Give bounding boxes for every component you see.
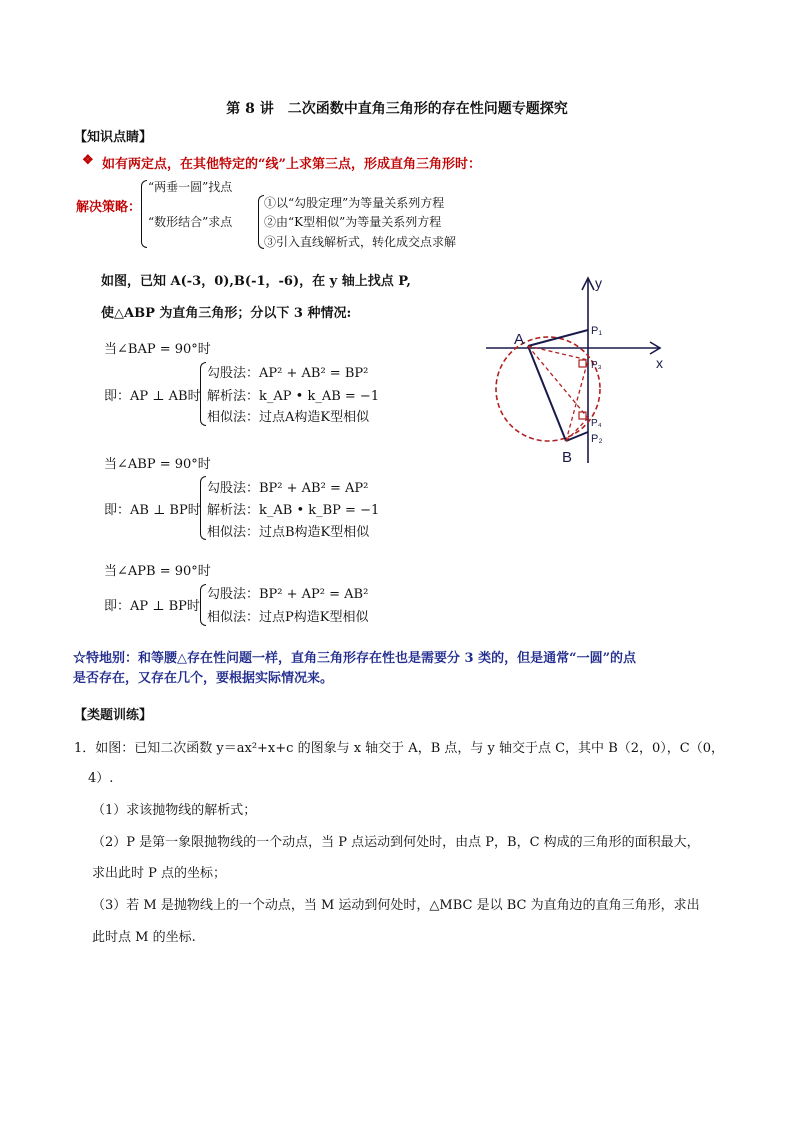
example-line-1: 如图，已知 A(-3，0),B(-1，-6)，在 y 轴上找点 P, xyxy=(101,274,411,289)
case1-method-1: 勾股法：AP² + AB² = BP² xyxy=(207,366,369,381)
label-p2: P₂ xyxy=(591,433,603,445)
example-line-2: 使△ABP 为直角三角形；分以下 3 种情况: xyxy=(101,306,352,321)
section-heading-practice: 【类题训练】 xyxy=(74,708,153,723)
right-angle-mark-p4 xyxy=(579,412,586,419)
problem1-question-2a: （2）P 是第一象限抛物线的一个动点，当 P 点运动到何处时，由点 P，B，C 构成的三角形的面积最大， xyxy=(92,835,700,850)
strategy-item-1: “两垂一圆”找点 xyxy=(148,180,233,194)
bullet-diamond-icon: ❖ xyxy=(82,153,94,168)
case2-brace xyxy=(200,476,206,540)
case3-method-2: 相似法：过点P构造K型相似 xyxy=(207,610,369,625)
case1-method-3: 相似法：过点A构造K型相似 xyxy=(207,410,370,425)
strategy-brace xyxy=(141,180,147,248)
case2-condition: 当∠ABP = 90°时 xyxy=(104,457,211,472)
problem1-question-3b: 此时点 M 的坐标. xyxy=(92,930,196,945)
section-heading-knowledge: 【知识点睛】 xyxy=(74,130,153,145)
problem1-line-1: 1．如图：已知二次函数 y＝ax²+x+c 的图象与 x 轴交于 A，B 点，与 y 轴交于点 C，其中 B（2，0），C（0， xyxy=(74,741,725,756)
case3-method-1: 勾股法：BP² + AP² = AB² xyxy=(207,587,369,602)
label-x: x xyxy=(656,355,663,371)
strategy-sub-3: ③引入直线解析式，转化成交点求解 xyxy=(264,235,457,249)
case1-brace xyxy=(200,362,206,426)
dashed-circle xyxy=(496,337,600,441)
label-p4: P₄ xyxy=(591,418,602,429)
problem1-line-2: 4）. xyxy=(88,771,114,786)
bullet-text: 如有两定点，在其他特定的“线”上求第三点，形成直角三角形时： xyxy=(102,157,481,172)
case1-lead: 即：AP ⊥ AB时 xyxy=(104,389,201,404)
segment-ap4 xyxy=(528,346,588,418)
problem1-question-1: （1）求该抛物线的解析式； xyxy=(92,803,257,818)
case2-method-1: 勾股法：BP² + AB² = AP² xyxy=(207,481,369,496)
case2-method-2: 解析法：k_AB • k_BP = −1 xyxy=(207,503,380,518)
case3-brace xyxy=(200,584,206,626)
case2-lead: 即：AB ⊥ BP时 xyxy=(104,503,201,518)
right-triangle-figure xyxy=(478,268,678,468)
strategy-sub-1: ①以“勾股定理”为等量关系列方程 xyxy=(264,196,445,210)
label-b: B xyxy=(562,449,573,466)
strategy-label: 解决策略： xyxy=(76,200,142,215)
label-y: y xyxy=(595,275,602,291)
case2-method-3: 相似法：过点B构造K型相似 xyxy=(207,525,370,540)
strategy-item-2: “数形结合”求点 xyxy=(148,215,233,229)
note-line-2: 是否存在，又存在几个，要根据实际情况来。 xyxy=(73,671,334,686)
label-p3: P₃ xyxy=(591,360,602,371)
case3-lead: 即：AP ⊥ BP时 xyxy=(104,599,200,614)
right-angle-mark-p3 xyxy=(579,360,586,367)
note-line-1: ☆特地别：和等腰△存在性问题一样，直角三角形存在性也是需要分 3 类的，但是通常“一圆”的点 xyxy=(73,651,637,666)
problem1-question-2b: 求出此时 P 点的坐标； xyxy=(92,866,227,881)
case1-condition: 当∠BAP = 90°时 xyxy=(104,342,211,357)
case3-condition: 当∠APB = 90°时 xyxy=(104,564,211,579)
label-a: A xyxy=(514,331,525,348)
case1-method-2: 解析法：k_AP • k_AB = −1 xyxy=(207,389,380,404)
problem1-question-3a: （3）若 M 是抛物线上的一个动点，当 M 运动到何处时，△MBC 是以 BC 为直角边的直角三角形，求出 xyxy=(92,898,700,913)
label-p1: P₁ xyxy=(591,325,603,337)
strategy-sub-2: ②由“K型相似”为等量关系列方程 xyxy=(264,215,442,229)
segment-ab xyxy=(528,346,566,441)
page-title: 第 8 讲 二次函数中直角三角形的存在性问题专题探究 xyxy=(226,101,568,117)
